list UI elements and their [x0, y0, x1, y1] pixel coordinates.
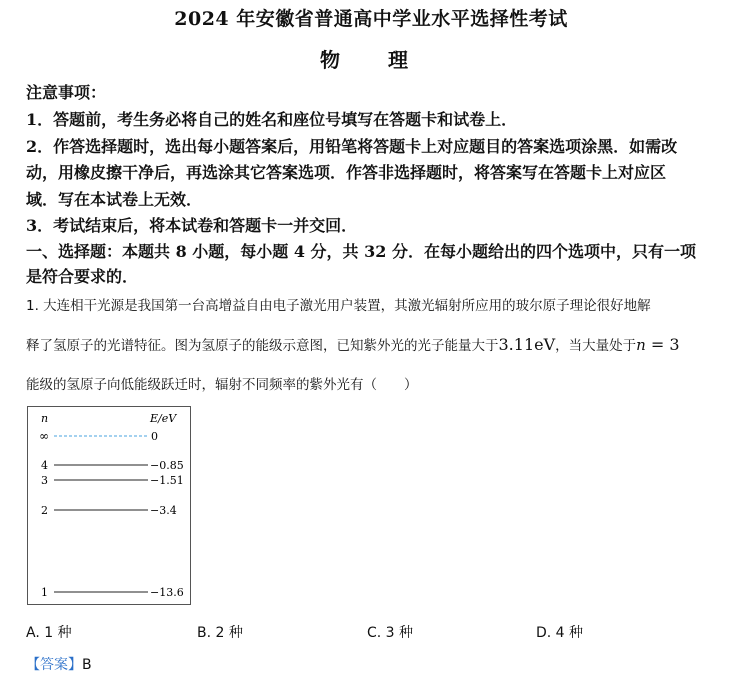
level-2-n: 2	[41, 504, 48, 517]
level-2-energy: −3.4	[150, 504, 177, 517]
level-3-energy: −1.51	[150, 474, 184, 487]
n-value: = 3	[645, 335, 680, 354]
level-inf-energy: 0	[151, 430, 158, 443]
level-inf-n: ∞	[39, 429, 49, 443]
answer-value: B	[82, 657, 92, 673]
energy-axis-label: E/eV	[150, 412, 177, 425]
question-1-text-a: 释了氢原子的光谱特征。图为氢原子的能级示意图，已知紫外光的光子能量大于	[26, 338, 499, 354]
option-c[interactable]: C. 3 种	[367, 625, 414, 641]
option-d[interactable]: D. 4 种	[536, 625, 584, 641]
subject-title: 物 理	[320, 48, 422, 72]
level-1-n: 1	[41, 586, 48, 599]
photon-energy-value: 3.11eV	[498, 335, 556, 354]
note-item-2-line-3: 域．写在本试卷上无效．	[26, 190, 203, 209]
note-item-2-line-1: 2．作答选择题时，选出每小题答案后，用铅笔将答题卡上对应题目的答案选项涂黑．如需改	[26, 137, 678, 156]
section-heading-line-2: 是符合要求的．	[26, 267, 139, 286]
question-1-line-1: 1. 大连相干光源是我国第一台高增益自由电子激光用户装置，其激光辐射所应用的玻尔原子理论很好地解	[26, 298, 651, 314]
level-3-n: 3	[41, 474, 48, 487]
section-heading-line-1: 一、选择题：本题共 8 小题，每小题 4 分，共 32 分．在每小题给出的四个选项中，只有一项	[26, 242, 696, 261]
energy-level-svg	[28, 407, 190, 604]
question-1-text-b: ，当大量处于	[555, 338, 637, 354]
level-1-energy: −13.6	[150, 586, 184, 599]
level-4-n: 4	[41, 459, 48, 472]
note-item-3: 3．考试结束后，将本试卷和答题卡一并交回．	[26, 216, 358, 235]
energy-level-diagram	[27, 406, 191, 605]
level-4-energy: −0.85	[150, 459, 184, 472]
answer-tag: 【答案】	[26, 657, 82, 673]
answer-line	[26, 654, 92, 674]
exam-title: 2024 年安徽省普通高中学业水平选择性考试	[174, 8, 568, 30]
note-item-2-line-2: 动，用橡皮擦干净后，再选涂其它答案选项．作答非选择题时，将答案写在答题卡上对应区	[26, 163, 667, 182]
option-b[interactable]: B. 2 种	[197, 625, 243, 641]
question-1-line-2	[26, 334, 726, 354]
option-a[interactable]: A. 1 种	[26, 625, 72, 641]
question-1-line-3: 能级的氢原子向低能级跃迁时，辐射不同频率的紫外光有（ ）	[26, 377, 418, 393]
notes-heading: 注意事项：	[26, 83, 107, 102]
n-axis-label: n	[41, 412, 49, 425]
note-item-1: 1．答题前，考生务必将自己的姓名和座位号填写在答题卡和试卷上．	[26, 110, 518, 129]
n-variable: n	[636, 336, 646, 354]
